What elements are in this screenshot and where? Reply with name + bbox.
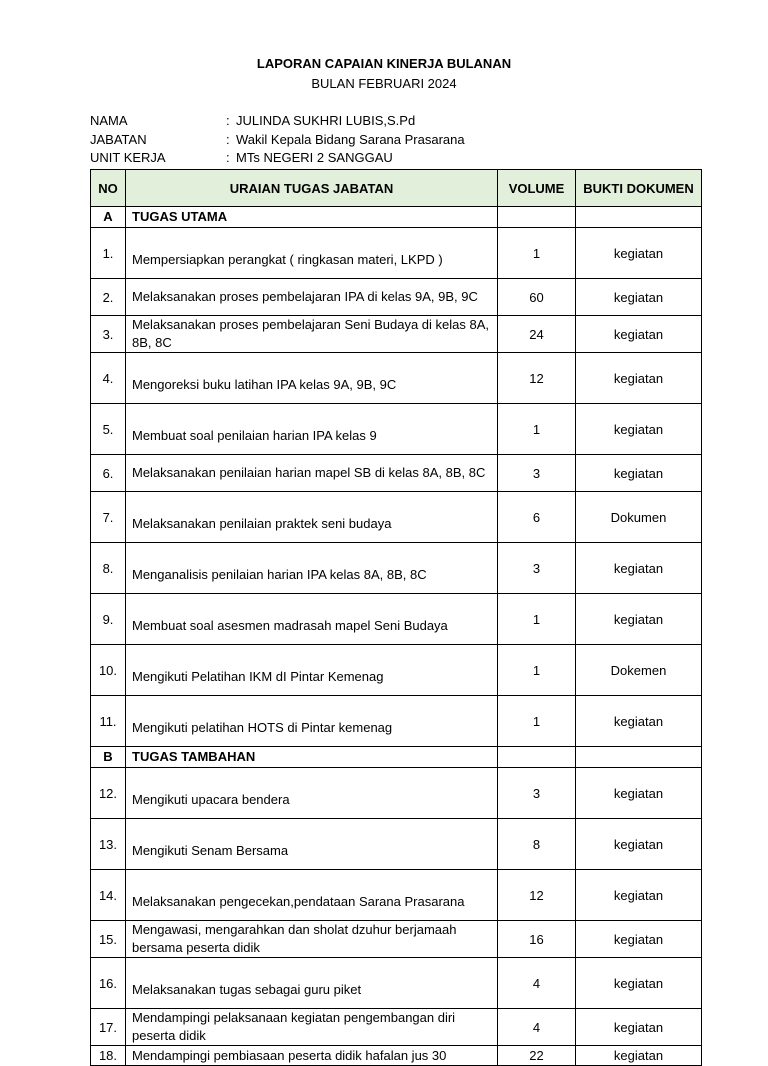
row-number: 13. (91, 819, 126, 870)
row-document: Dokumen (576, 492, 702, 543)
row-document: kegiatan (576, 958, 702, 1009)
row-volume: 22 (498, 1046, 576, 1066)
row-number: 9. (91, 594, 126, 645)
row-document: kegiatan (576, 455, 702, 492)
table-row (91, 543, 702, 594)
row-number: 7. (91, 492, 126, 543)
row-task: Mempersiapkan perangkat ( ringkasan materi, LKPD ) (126, 228, 498, 279)
row-document: kegiatan (576, 594, 702, 645)
header-task: URAIAN TUGAS JABATAN (126, 170, 498, 207)
header-volume: VOLUME (498, 170, 576, 207)
row-document: Dokemen (576, 645, 702, 696)
header-document: BUKTI DOKUMEN (576, 170, 702, 207)
row-number: 4. (91, 353, 126, 404)
table-row (91, 696, 702, 747)
row-volume: 1 (498, 645, 576, 696)
section-code: B (91, 747, 126, 768)
table-row (91, 455, 702, 492)
row-volume: 24 (498, 316, 576, 353)
row-document: kegiatan (576, 228, 702, 279)
row-volume: 4 (498, 1009, 576, 1046)
row-volume: 16 (498, 921, 576, 958)
table-row (91, 228, 702, 279)
row-task: Mendampingi pelaksanaan kegiatan pengembangan diri peserta didik (126, 1009, 498, 1046)
table-row (91, 1046, 702, 1066)
row-task: Mengawasi, mengarahkan dan sholat dzuhur berjamaah bersama peserta didik (126, 921, 498, 958)
row-task: Melaksanakan proses pembelajaran IPA di kelas 9A, 9B, 9C (126, 279, 498, 316)
row-document: kegiatan (576, 1009, 702, 1046)
row-volume: 12 (498, 353, 576, 404)
row-volume: 60 (498, 279, 576, 316)
row-document: kegiatan (576, 696, 702, 747)
row-task: Mengoreksi buku latihan IPA kelas 9A, 9B, 9C (126, 353, 498, 404)
row-task: Melaksanakan proses pembelajaran Seni Budaya di kelas 8A, 8B, 8C (126, 316, 498, 353)
table-row (91, 1009, 702, 1046)
info-label: NAMA (90, 113, 128, 128)
table-row (91, 921, 702, 958)
row-volume: 3 (498, 543, 576, 594)
info-value: Wakil Kepala Bidang Sarana Prasarana (236, 132, 465, 147)
table-row (91, 768, 702, 819)
row-number: 8. (91, 543, 126, 594)
info-separator: : (226, 150, 230, 165)
table-row (91, 870, 702, 921)
row-task: Mengikuti Pelatihan IKM dI Pintar Kemenag (126, 645, 498, 696)
table-row (91, 353, 702, 404)
info-value: MTs NEGERI 2 SANGGAU (236, 150, 393, 165)
row-task: Mengikuti upacara bendera (126, 768, 498, 819)
row-task: Mendampingi pembiasaan peserta didik hafalan jus 30 (126, 1046, 498, 1066)
table-row (91, 594, 702, 645)
row-volume: 8 (498, 819, 576, 870)
row-number: 3. (91, 316, 126, 353)
row-document: kegiatan (576, 404, 702, 455)
row-document: kegiatan (576, 316, 702, 353)
row-number: 15. (91, 921, 126, 958)
section-row (91, 207, 702, 228)
info-label: JABATAN (90, 132, 147, 147)
table-row (91, 958, 702, 1009)
row-number: 2. (91, 279, 126, 316)
row-volume: 1 (498, 404, 576, 455)
info-separator: : (226, 113, 230, 128)
section-volume-empty (498, 207, 576, 228)
row-number: 16. (91, 958, 126, 1009)
row-task: Melaksanakan penilaian harian mapel SB di kelas 8A, 8B, 8C (126, 455, 498, 492)
row-number: 6. (91, 455, 126, 492)
row-task: Menganalisis penilaian harian IPA kelas 8A, 8B, 8C (126, 543, 498, 594)
report-subtitle: BULAN FEBRUARI 2024 (311, 76, 457, 91)
section-title: TUGAS UTAMA (126, 207, 498, 228)
row-number: 18. (91, 1046, 126, 1066)
section-row (91, 747, 702, 768)
row-document: kegiatan (576, 921, 702, 958)
row-number: 11. (91, 696, 126, 747)
info-separator: : (226, 132, 230, 147)
row-document: kegiatan (576, 870, 702, 921)
row-document: kegiatan (576, 353, 702, 404)
table-row (91, 279, 702, 316)
section-document-empty (576, 207, 702, 228)
row-document: kegiatan (576, 279, 702, 316)
row-volume: 12 (498, 870, 576, 921)
table-row (91, 492, 702, 543)
row-volume: 6 (498, 492, 576, 543)
row-number: 17. (91, 1009, 126, 1046)
row-volume: 1 (498, 594, 576, 645)
info-label: UNIT KERJA (90, 150, 166, 165)
row-task: Membuat soal asesmen madrasah mapel Seni Budaya (126, 594, 498, 645)
row-volume: 1 (498, 696, 576, 747)
row-task: Mengikuti pelatihan HOTS di Pintar kemenag (126, 696, 498, 747)
table-header-row (91, 170, 702, 207)
row-number: 10. (91, 645, 126, 696)
row-document: kegiatan (576, 768, 702, 819)
row-task: Membuat soal penilaian harian IPA kelas 9 (126, 404, 498, 455)
table-body (91, 207, 702, 1066)
row-number: 12. (91, 768, 126, 819)
row-number: 1. (91, 228, 126, 279)
table-row (91, 819, 702, 870)
row-document: kegiatan (576, 543, 702, 594)
row-task: Melaksanakan tugas sebagai guru piket (126, 958, 498, 1009)
row-document: kegiatan (576, 1046, 702, 1066)
section-document-empty (576, 747, 702, 768)
info-value: JULINDA SUKHRI LUBIS,S.Pd (236, 113, 416, 128)
performance-table (90, 169, 702, 1066)
row-document: kegiatan (576, 819, 702, 870)
row-number: 14. (91, 870, 126, 921)
row-volume: 3 (498, 768, 576, 819)
section-volume-empty (498, 747, 576, 768)
row-task: Mengikuti Senam Bersama (126, 819, 498, 870)
table-row (91, 404, 702, 455)
row-number: 5. (91, 404, 126, 455)
row-volume: 1 (498, 228, 576, 279)
row-task: Melaksanakan pengecekan,pendataan Sarana Prasarana (126, 870, 498, 921)
section-code: A (91, 207, 126, 228)
report-title: LAPORAN CAPAIAN KINERJA BULANAN (256, 56, 512, 71)
row-volume: 4 (498, 958, 576, 1009)
header-no: NO (91, 170, 126, 207)
table-row (91, 316, 702, 353)
row-volume: 3 (498, 455, 576, 492)
row-task: Melaksanakan penilaian praktek seni budaya (126, 492, 498, 543)
section-title: TUGAS TAMBAHAN (126, 747, 498, 768)
table-row (91, 645, 702, 696)
